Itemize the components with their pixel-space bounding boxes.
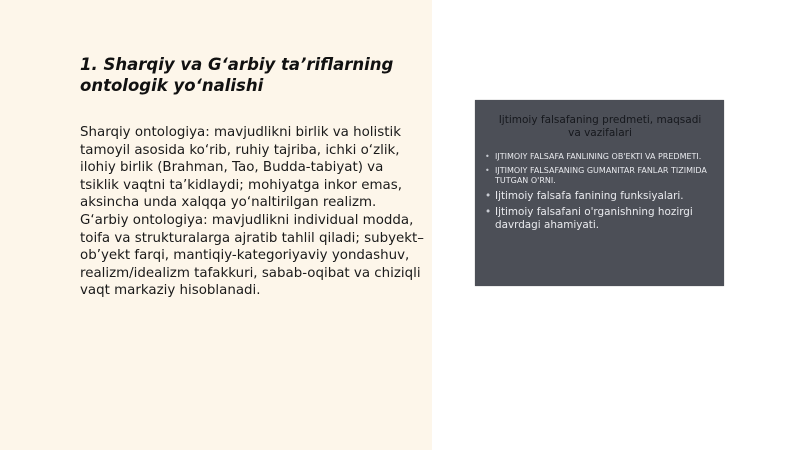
thumbnail-bullet-list — [485, 152, 717, 235]
thumbnail-item-text: IJTIMOIY FALSAFA FANLINING OB'EKTI VA PREDMETI. — [495, 152, 702, 161]
thumbnail-item-text: Ijtimoiy falsafa fanining funksiyalari. — [495, 189, 684, 202]
slide-thumbnail-image — [475, 100, 724, 286]
thumbnail-title: Ijtimoiy falsafaning predmeti, maqsadi va vazifalari — [498, 114, 702, 139]
thumbnail-item-text: IJTIMOIY FALSAFANING GUMANITAR FANLAR TIZIMIDA TUTGAN O'RNI. — [495, 165, 707, 185]
bullet-icon: • — [485, 189, 492, 202]
thumbnail-list-item — [485, 190, 717, 203]
thumbnail-list-item — [485, 206, 717, 232]
bullet-icon: • — [485, 205, 492, 218]
bullet-icon: • — [485, 152, 490, 161]
bullet-icon: • — [485, 165, 490, 175]
slide-body-text: Sharqiy ontologiya: mavjudlikni birlik va holistik tamoyil asosida ko‘rib, ruhiy tajriba, ichki o‘zlik, ilohiy birlik (Brahman, Tao, Budda-tabiyat) va tsiklik vaqtni ta’kidlaydi; mohiyatga inkor emas, aksincha unda xalqqa yo‘naltirilgan realizm. G‘arbiy ontologiya: mavjudlikni individual modda, toifa va strukturalarga ajratib tahlil qiladi; subyekt–ob’yekt farqi, mantiqiy-kategoriyaviy yondashuv, realizm/idealizm tafakkuri, sabab-oqibat va chiziqli vaqt markaziy hisoblanadi. — [80, 125, 424, 299]
slide-title: 1. Sharqiy va G‘arbiy ta’riflarning ontologik yo‘nalishi — [80, 55, 394, 95]
thumbnail-item-text: Ijtimoiy falsafani o'rganishning hozirgi davrdagi ahamiyati. — [495, 205, 693, 231]
thumbnail-list-item — [485, 166, 717, 187]
thumbnail-list-item — [485, 152, 717, 163]
